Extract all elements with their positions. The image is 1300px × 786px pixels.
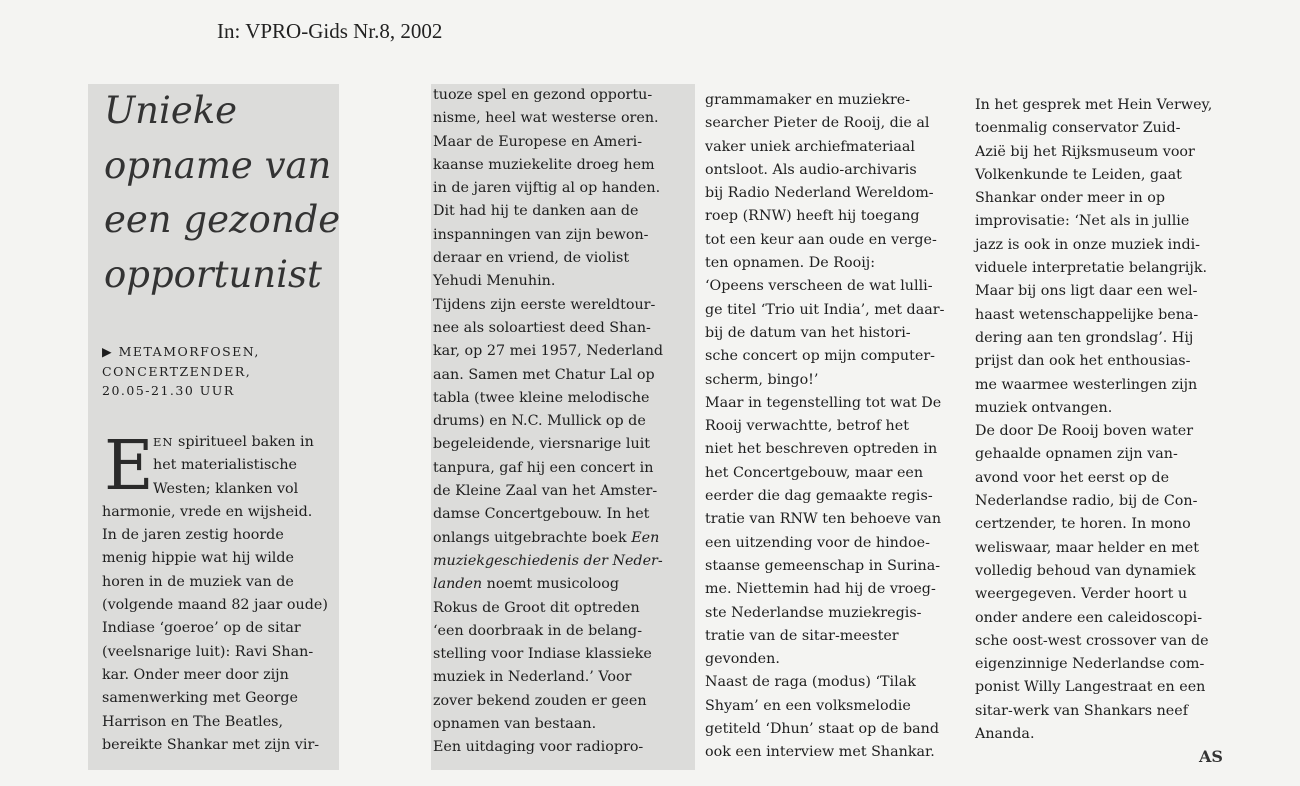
text-line: stelling voor Indiase klassieke bbox=[433, 646, 652, 663]
text-line: landen noemt musicoloog bbox=[433, 576, 620, 593]
article-column-3 bbox=[705, 89, 944, 765]
drop-cap: E bbox=[104, 427, 154, 506]
headline-line: een gezonde bbox=[104, 198, 341, 241]
text-line: ook een interview met Shankar. bbox=[705, 744, 935, 761]
text-line: kar. Onder meer door zijn bbox=[102, 666, 289, 683]
text-line: het materialistische bbox=[153, 457, 297, 474]
text-line: ge titel ‘Trio uit India’, met daar- bbox=[705, 301, 945, 318]
text-line: ponist Willy Langestraat en een bbox=[975, 679, 1206, 696]
text-line: muziek in Nederland.’ Voor bbox=[433, 669, 632, 686]
text-line: gevonden. bbox=[705, 651, 780, 668]
text-line: het Concertgebouw, maar een bbox=[705, 464, 924, 481]
text-line: tratie van RNW ten behoeve van bbox=[705, 511, 942, 528]
text-line: Shankar onder meer in op bbox=[975, 190, 1166, 207]
text-line: weergegeven. Verder hoort u bbox=[975, 586, 1188, 603]
text-line: onder andere een caleidoscopi- bbox=[975, 609, 1203, 626]
text-line: jazz is ook in onze muziek indi- bbox=[975, 236, 1200, 253]
text-line: tratie van de sitar-meester bbox=[705, 627, 899, 644]
article-column-4 bbox=[975, 94, 1212, 746]
text-line: tuoze spel en gezond opportu- bbox=[433, 87, 653, 103]
text-line: Maar in tegenstelling tot wat De bbox=[705, 394, 942, 411]
text-line: sitar-werk van Shankars neef bbox=[975, 702, 1188, 719]
text-line: Maar bij ons ligt daar een wel- bbox=[975, 283, 1198, 300]
text-line: searcher Pieter de Rooij, die al bbox=[705, 115, 930, 132]
text-line: getiteld ‘Dhun’ staat op de band bbox=[705, 721, 940, 738]
text-line: begeleidende, viersnarige luit bbox=[433, 436, 651, 453]
text-line: staanse gemeenschap in Surina- bbox=[705, 557, 941, 574]
text-line: opnamen van bestaan. bbox=[433, 716, 597, 733]
text-line: In de jaren zestig hoorde bbox=[102, 527, 284, 544]
text-line: Een uitdaging voor radiopro- bbox=[433, 739, 644, 756]
text-line: Maar de Europese en Ameri- bbox=[433, 133, 643, 150]
text-line: eigenzinnige Nederlandse com- bbox=[975, 656, 1205, 673]
text-line: roep (RNW) heeft hij toegang bbox=[705, 208, 920, 225]
text-line: Indiase ‘goeroe’ op de sitar bbox=[102, 620, 301, 637]
broadcast-line: ▶ METAMORFOSEN, bbox=[102, 344, 260, 359]
text-line: de Kleine Zaal van het Amster- bbox=[433, 483, 658, 500]
headline-line: Unieke bbox=[104, 89, 238, 132]
text-line: onlangs uitgebrachte boek Een bbox=[433, 529, 660, 546]
text-line: Volkenkunde te Leiden, gaat bbox=[975, 166, 1182, 183]
text-line: kar, op 27 mei 1957, Nederland bbox=[433, 343, 664, 360]
headline-line: opname van bbox=[104, 143, 332, 187]
text-line: ste Nederlandse muziekregis- bbox=[705, 604, 922, 621]
text-line: aan. Samen met Chatur Lal op bbox=[433, 366, 655, 383]
text-line: bij de datum van het histori- bbox=[705, 324, 911, 341]
text-line: ten opnamen. De Rooij: bbox=[705, 255, 876, 272]
text-line: damse Concertgebouw. In het bbox=[433, 506, 650, 523]
text-line: sche concert op mijn computer- bbox=[705, 348, 935, 365]
text-line: tabla (twee kleine melodische bbox=[433, 389, 650, 406]
text-line: ontsloot. Als audio-archivaris bbox=[705, 161, 917, 178]
text-line: (veelsnarige luit): Ravi Shan- bbox=[102, 643, 314, 660]
text-line: grammamaker en muziekre- bbox=[705, 92, 911, 108]
text-line: zover bekend zouden er geen bbox=[433, 692, 647, 709]
text-line: EN spiritueel baken in bbox=[153, 434, 314, 450]
text-line: muziek ontvangen. bbox=[975, 399, 1113, 416]
source-citation: In: VPRO-Gids Nr.8, 2002 bbox=[217, 19, 443, 43]
text-line: kaanse muziekelite droeg hem bbox=[433, 156, 655, 173]
article-column-1 bbox=[102, 427, 328, 757]
text-line: me waarmee westerlingen zijn bbox=[975, 376, 1198, 393]
text-line: bij Radio Nederland Wereldom- bbox=[705, 185, 934, 202]
text-line: in de jaren vijftig al op handen. bbox=[433, 180, 661, 197]
text-line: Nederlandse radio, bij de Con- bbox=[975, 493, 1198, 510]
text-line: certzender, te horen. In mono bbox=[975, 516, 1191, 533]
text-line: menig hippie wat hij wilde bbox=[102, 550, 294, 567]
text-line: avond voor het eerst op de bbox=[975, 469, 1170, 486]
text-line: een uitzending voor de hindoe- bbox=[705, 534, 930, 551]
author-initials: AS bbox=[1199, 747, 1223, 766]
text-line: weliswaar, maar helder en met bbox=[975, 539, 1200, 556]
text-line: Tijdens zijn eerste wereldtour- bbox=[433, 296, 656, 313]
broadcast-info bbox=[102, 342, 332, 401]
text-line: Harrison en The Beatles, bbox=[102, 713, 284, 730]
text-line: harmonie, vrede en wijsheid. bbox=[102, 503, 313, 520]
text-line: viduele interpretatie belangrijk. bbox=[975, 260, 1208, 277]
text-line: niet het beschreven optreden in bbox=[705, 441, 938, 458]
text-line: gehaalde opnamen zijn van- bbox=[975, 446, 1178, 463]
text-line: Shyam’ en een volksmelodie bbox=[705, 697, 911, 714]
text-line: (volgende maand 82 jaar oude) bbox=[102, 597, 328, 614]
text-line: vaker uniek archiefmateriaal bbox=[705, 138, 915, 155]
text-line: bereikte Shankar met zijn vir- bbox=[102, 736, 320, 753]
article-column-2 bbox=[433, 84, 663, 760]
text-line: eerder die dag gemaakte regis- bbox=[705, 488, 933, 505]
broadcast-line: CONCERTZENDER, bbox=[102, 363, 252, 379]
text-line: Ananda. bbox=[975, 726, 1035, 743]
text-line: improvisatie: ‘Net als in jullie bbox=[975, 213, 1190, 230]
text-line: dering aan ten grondslag’. Hij bbox=[975, 329, 1194, 346]
broadcast-line: 20.05-21.30 UUR bbox=[102, 383, 235, 398]
text-line: In het gesprek met Hein Verwey, bbox=[975, 97, 1213, 113]
text-line: me. Niettemin had hij de vroeg- bbox=[705, 581, 936, 598]
text-line: tanpura, gaf hij een concert in bbox=[433, 459, 654, 476]
text-line: Naast de raga (modus) ‘Tilak bbox=[705, 674, 916, 691]
text-line: nisme, heel wat westerse oren. bbox=[433, 110, 659, 127]
text-line: drums) en N.C. Mullick op de bbox=[433, 413, 646, 430]
text-line: samenwerking met George bbox=[102, 690, 299, 707]
text-line: horen in de muziek van de bbox=[102, 573, 294, 590]
text-line: ‘een doorbraak in de belang- bbox=[433, 622, 643, 639]
text-line: Rooij verwachtte, betrof het bbox=[705, 418, 909, 435]
text-line: prijst dan ook het enthousias- bbox=[975, 353, 1191, 370]
text-line: Yehudi Menuhin. bbox=[433, 273, 556, 290]
text-line: deraar en vriend, de violist bbox=[433, 250, 630, 267]
text-line: nee als soloartiest deed Shan- bbox=[433, 319, 651, 336]
text-line: haast wetenschappelijke bena- bbox=[975, 306, 1199, 323]
text-line: volledig behoud van dynamiek bbox=[975, 562, 1196, 579]
text-line: muziekgeschiedenis der Neder- bbox=[433, 552, 663, 569]
text-line: toenmalig conservator Zuid- bbox=[975, 120, 1181, 137]
headline-line: opportunist bbox=[104, 252, 322, 296]
text-line: scherm, bingo!’ bbox=[705, 371, 819, 388]
text-line: tot een keur aan oude en verge- bbox=[705, 231, 937, 248]
article-headline bbox=[104, 84, 344, 302]
text-line: De door De Rooij boven water bbox=[975, 423, 1194, 440]
text-line: ‘Opeens verscheen de wat lulli- bbox=[705, 278, 933, 295]
text-line: Rokus de Groot dit optreden bbox=[433, 599, 640, 616]
text-line: inspanningen van zijn bewon- bbox=[433, 226, 649, 243]
text-line: sche oost-west crossover van de bbox=[975, 632, 1209, 649]
text-line: Dit had hij te danken aan de bbox=[433, 203, 639, 220]
text-line: Westen; klanken vol bbox=[153, 480, 299, 497]
text-line: Azië bij het Rijksmuseum voor bbox=[975, 143, 1195, 160]
